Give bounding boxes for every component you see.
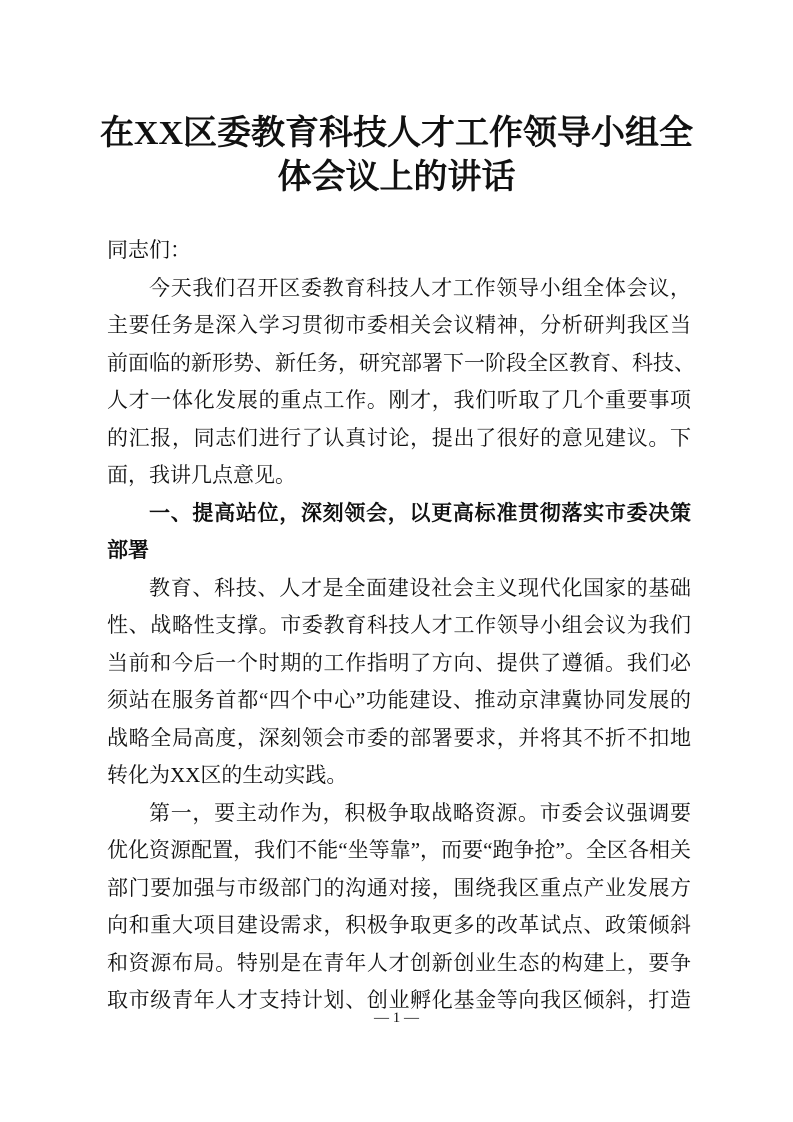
text-line: 的汇报，同志们进行了认真讨论，提出了很好的意见建议。下 [107,425,691,450]
page-number: — 1 — [374,1010,419,1026]
text-line: 部门要加强与市级部门的沟通对接，围绕我区重点产业发展方 [107,875,691,900]
paragraph [107,270,695,495]
text-line: 前面临的新形势、新任务，研究部署下一阶段全区教育、科技、 [107,350,695,375]
text-line: 须站在服务首都“四个中心”功能建设、推动京津冀协同发展的 [107,688,691,712]
text-line: 一、提高站位，深刻领会，以更高标准贯彻落实市委决策 [149,500,691,525]
document-title [0,112,793,200]
paragraph [107,795,691,1020]
title-line: 体会议上的讲话 [277,159,516,196]
text-line: 教育、科技、人才是全面建设社会主义现代化国家的基础 [149,575,691,600]
document-body [107,232,695,1020]
text-line: 部署 [107,538,149,562]
text-line: 当前和今后一个时期的工作指明了方向、提供了遵循。我们必 [107,650,691,675]
text-line: 面，我讲几点意见。 [107,463,296,487]
title-line: 在XX区委教育科技人才工作领导小组全 [99,115,694,152]
text-line: 主要任务是深入学习贯彻市委相关会议精神，分析研判我区当 [107,313,691,337]
text-line: 性、战略性支撑。市委教育科技人才工作领导小组会议为我们 [107,613,691,637]
text-line: 转化为XX区的生动实践。 [107,763,348,787]
salutation: 同志们： [107,238,191,262]
text-line: 向和重大项目建设需求，积极争取更多的改革试点、政策倾斜 [107,913,691,937]
text-line: 和资源布局。特别是在青年人才创新创业生态的构建上，要争 [107,950,691,975]
section-heading [107,495,691,570]
text-line: 第一，要主动作为，积极争取战略资源。市委会议强调要 [149,800,691,825]
text-line: 今天我们召开区委教育科技人才工作领导小组全体会议， [149,275,691,300]
text-line: 战略全局高度，深刻领会市委的部署要求，并将其不折不扣地 [107,725,691,750]
paragraph [107,570,691,795]
text-line: 优化资源配置，我们不能“坐等靠”，而要“跑争抢”。全区各相关 [107,838,691,862]
text-line: 取市级青年人才支持计划、创业孵化基金等向我区倾斜，打造 [107,988,691,1012]
text-line: 人才一体化发展的重点工作。刚才，我们听取了几个重要事项 [107,388,691,412]
